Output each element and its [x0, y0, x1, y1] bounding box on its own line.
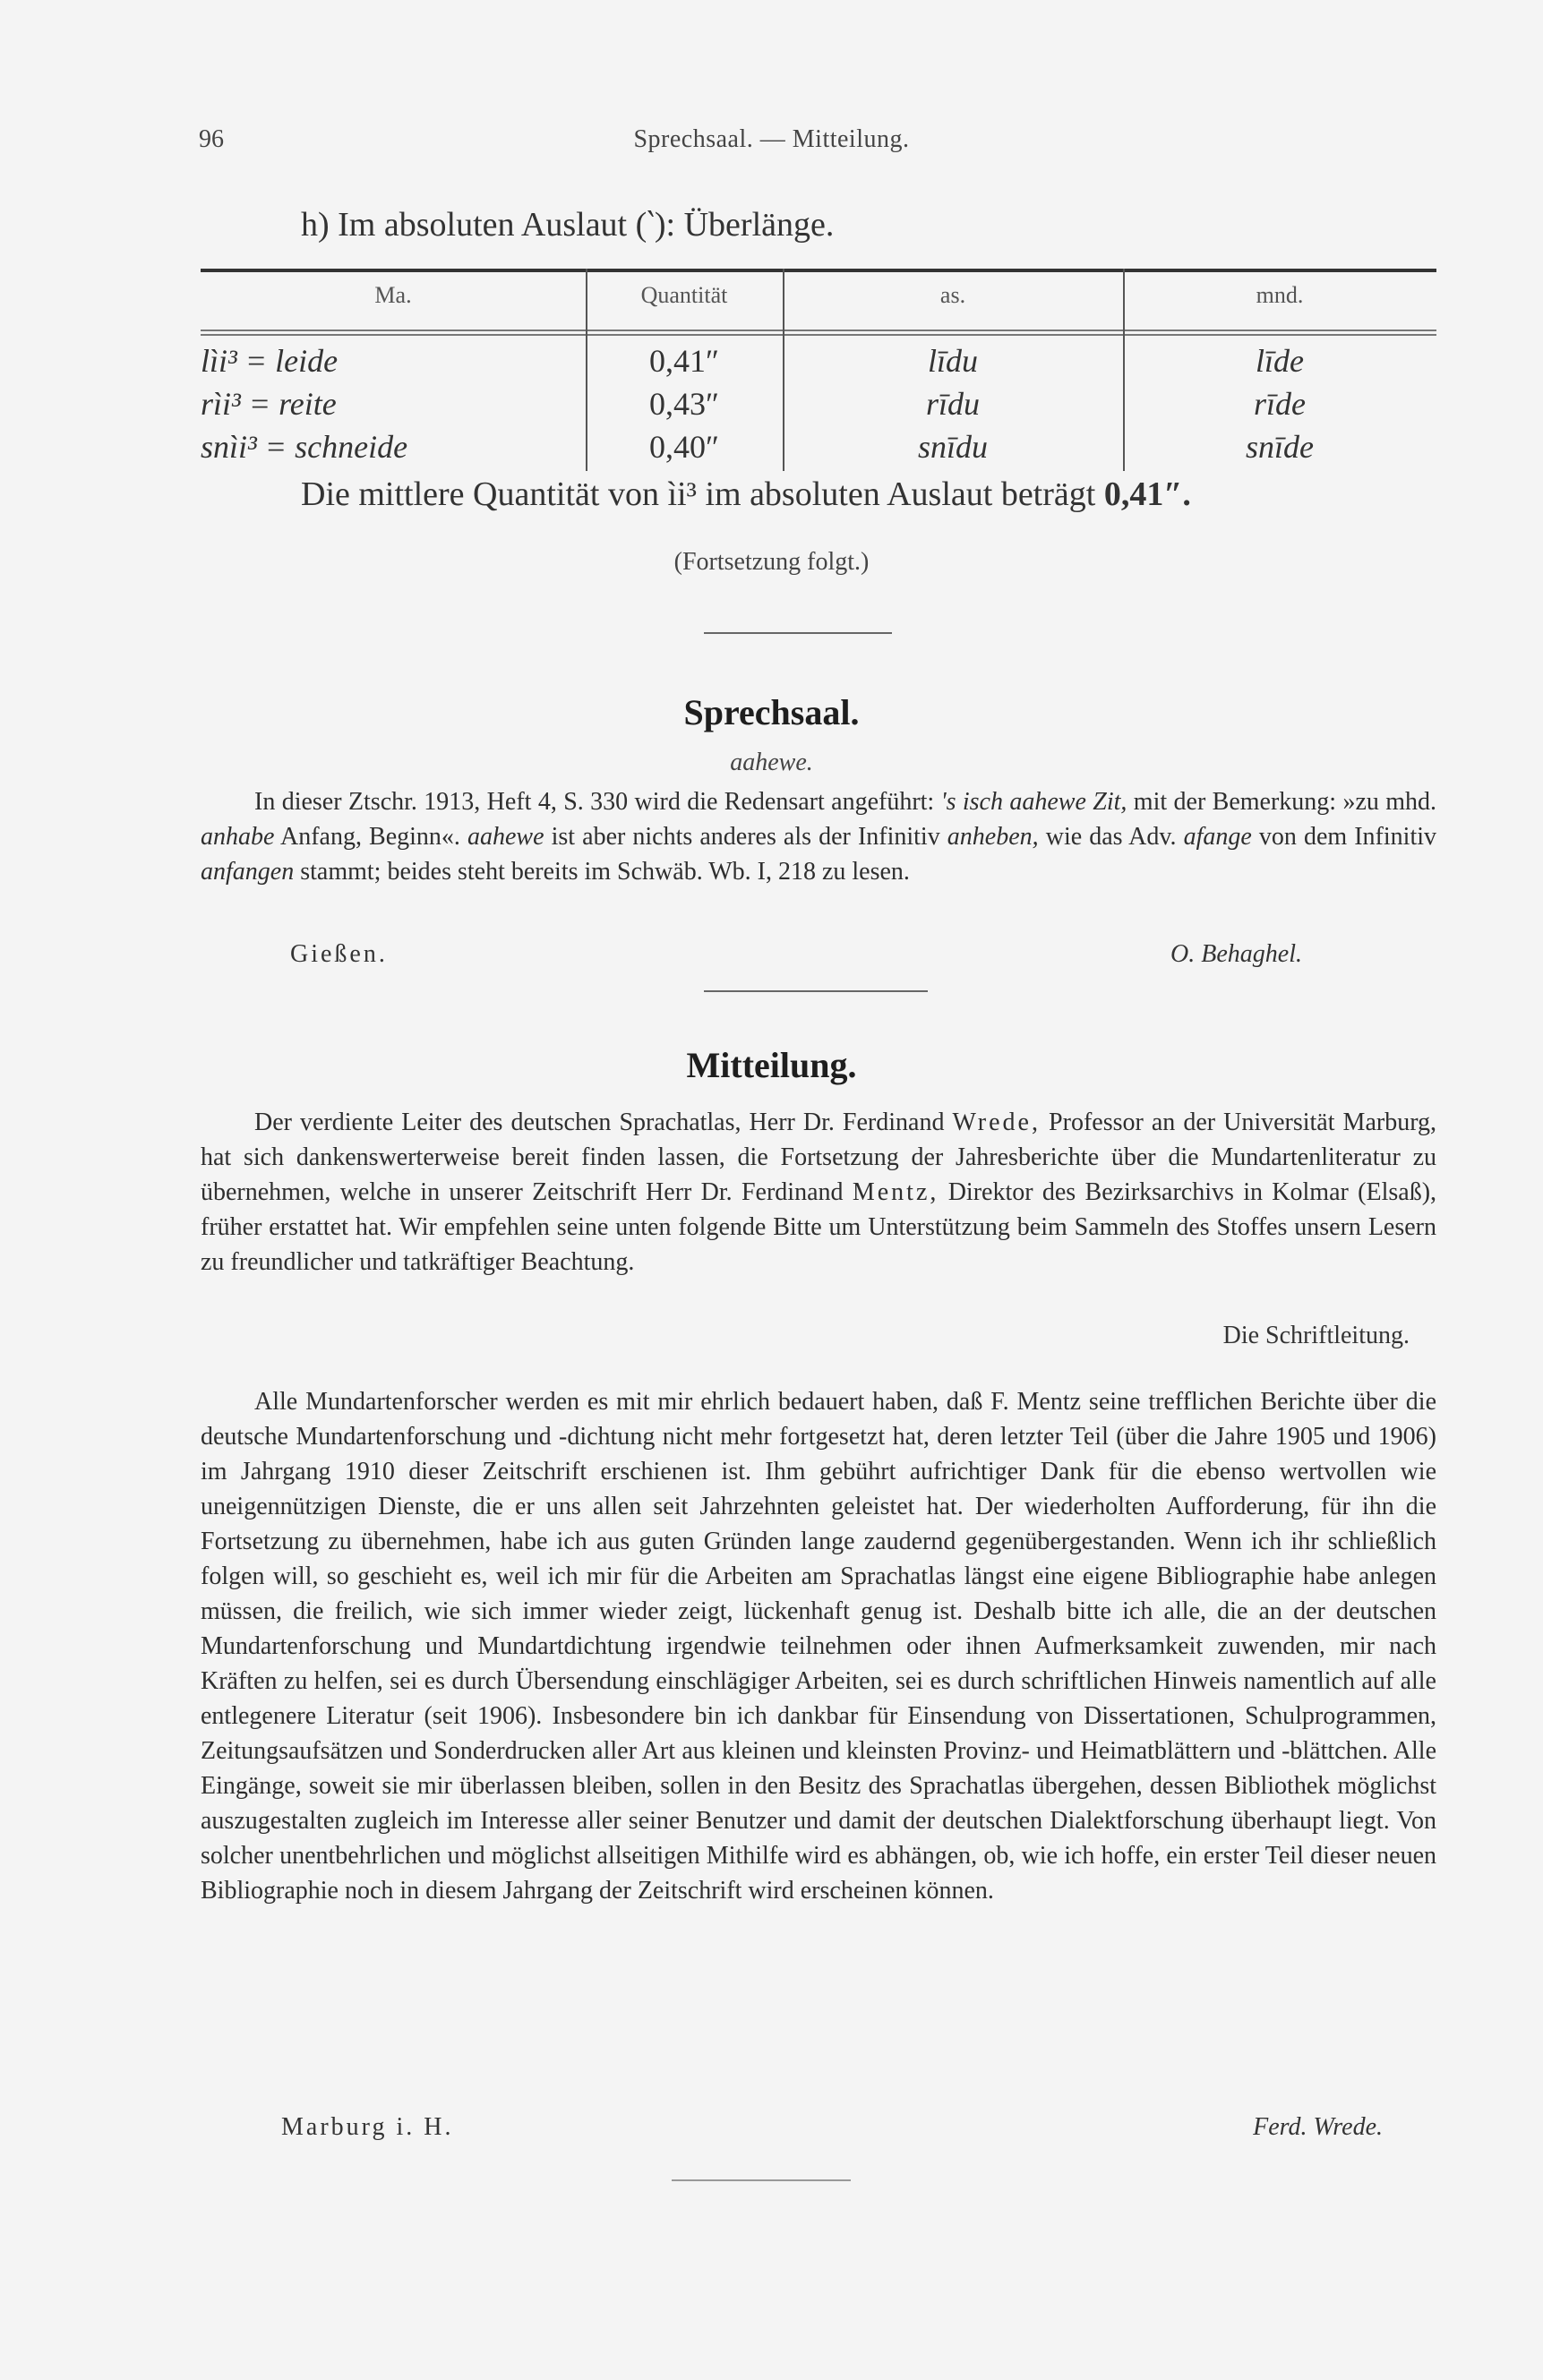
mitteilung-heading: Mitteilung. [686, 1045, 857, 1085]
cell-mnd: rīde [1254, 386, 1306, 422]
cell-as: rīdu [925, 386, 980, 422]
cell-quantity: 0,41″ [649, 343, 719, 379]
signature-place: Marburg i. H. [281, 2113, 454, 2141]
section-heading: h) Im absoluten Auslaut (‵): Überlänge. [301, 206, 835, 244]
sprechsaal-subheading: aahewe. [730, 749, 813, 776]
cell-mnd: līde [1256, 343, 1304, 379]
mean-value: 0,41″. [1103, 475, 1191, 513]
mean-quantity-line [301, 475, 1191, 514]
col-header-mnd: mnd. [1256, 282, 1304, 308]
col-header-ma: Ma. [374, 282, 412, 308]
cell-ma: rìi³ = reite [201, 386, 337, 422]
sprechsaal-heading: Sprechsaal. [683, 692, 860, 732]
cell-ma: snìi³ = schneide [201, 429, 408, 465]
section-divider [704, 632, 892, 634]
signature-place: Gießen. [290, 940, 388, 968]
page-number: 96 [199, 125, 224, 153]
sprechsaal-paragraph: In dieser Ztschr. 1913, Heft 4, S. 330 wird die Redensart angeführt: 's isch aahewe Zit, mit der Bemerkung: »zu mhd. anhabe Anfang, Beginn«. aahewe ist aber nichts anderes als der Infinitiv anheben, wie das Adv. afange von dem Infinitiv anfangen stammt; beides steht bereits im Schwäb. Wb. I, 218 zu lesen. [201, 788, 1437, 886]
mean-text: Die mittlere Quantität von ìi³ im absoluten Auslaut beträgt [301, 475, 1096, 513]
header-rule [201, 330, 1436, 331]
cell-as: snīdu [917, 429, 988, 465]
cell-quantity: 0,40″ [649, 429, 719, 465]
col-header-as: as. [939, 282, 966, 308]
mitteilung-intro: Der verdiente Leiter des deutschen Sprachatlas, Herr Dr. Ferdinand Wrede, Professor an der Universität Marburg, hat sich dankenswerterweise bereit finden lassen, die Fortsetzung der Jahresberichte über die Mundartenliteratur zu übernehmen, welche in unserer Zeitschrift Herr Dr. Ferdinand Mentz, Direktor des Bezirksarchivs in Kolmar (Elsaß), früher erstattet hat. Wir empfehlen seine unten folgende Bitte um Unterstützung beim Sammeln des Stoffes unsern Lesern zu freundlicher und tatkräftiger Beachtung. [201, 1109, 1437, 1276]
signature-author: O. Behaghel. [1170, 940, 1302, 968]
running-title: Sprechsaal. — Mitteilung. [633, 125, 910, 153]
editor-signature: Die Schriftleitung. [1222, 1322, 1410, 1349]
col-header-quantitaet: Quantität [640, 282, 728, 308]
signature-author: Ferd. Wrede. [1253, 2113, 1383, 2141]
continued-note: (Fortsetzung folgt.) [673, 548, 870, 576]
mitteilung-body: Alle Mundartenforscher werden es mit mir ehrlich bedauert haben, daß F. Mentz seine trefflichen Berichte über die deutsche Mundartenforschung und -dichtung nicht mehr fortgesetzt hat, deren letzter Teil (über die Jahre 1905 und 1906) im Jahrgang 1910 dieser Zeitschrift erschienen ist. Ihm gebührt aufrichtiger Dank für die ebenso wertvollen wie uneigennützigen Dienste, die er uns allen seit Jahrzehnten geleistet hat. Der wiederholten Aufforderung, für ihn die Fortsetzung zu übernehmen, habe ich aus guten Gründen lange zaudernd gegenübergestanden. Wenn ich ihr schließlich folgen will, so geschieht es, weil ich mir für die Arbeiten am Sprachatlas längst eine eigene Bibliographie habe anlegen müssen, die freilich, wie sich immer wieder zeigt, lückenhaft genug ist. Deshalb bitte ich alle, die an der deutschen Mundartenforschung und Mundartdichtung irgendwie teilnehmen oder ihnen Aufmerksamkeit zuwenden, mir nach Kräften zu helfen, sei es durch Übersendung einschlägiger Arbeiten, sei es durch schriftlichen Hinweis namentlich auf alle entlegenere Literatur (seit 1906). Insbesondere bin ich dankbar für Einsendung von Dissertationen, Schulprogrammen, Zeitungsaufsätzen und Sonderdrucken aller Art aus kleinen und kleinsten Provinz- und Heimatblättern und -blättchen. Alle Eingänge, soweit sie mir überlassen bleiben, sollen in den Besitz des Sprachatlas übergehen, dessen Bibliothek möglichst auszugestalten zugleich im Interesse aller seiner Benutzer und damit der deutschen Dialektforschung überhaupt liegt. Von solcher unentbehrlichen und möglichst allseitigen Mithilfe wird es abhängen, ob, wie ich hoffe, ein erster Teil dieser neuen Bibliographie noch in diesem Jahrgang der Zeitschrift wird erscheinen können. [201, 1388, 1436, 1905]
cell-as: līdu [927, 343, 978, 379]
cell-quantity: 0,43″ [649, 386, 719, 422]
cell-mnd: snīde [1246, 429, 1314, 465]
section-divider [672, 2179, 851, 2181]
section-divider [704, 990, 928, 992]
header-rule-2 [201, 334, 1436, 336]
cell-ma: lìi³ = leide [201, 343, 339, 379]
